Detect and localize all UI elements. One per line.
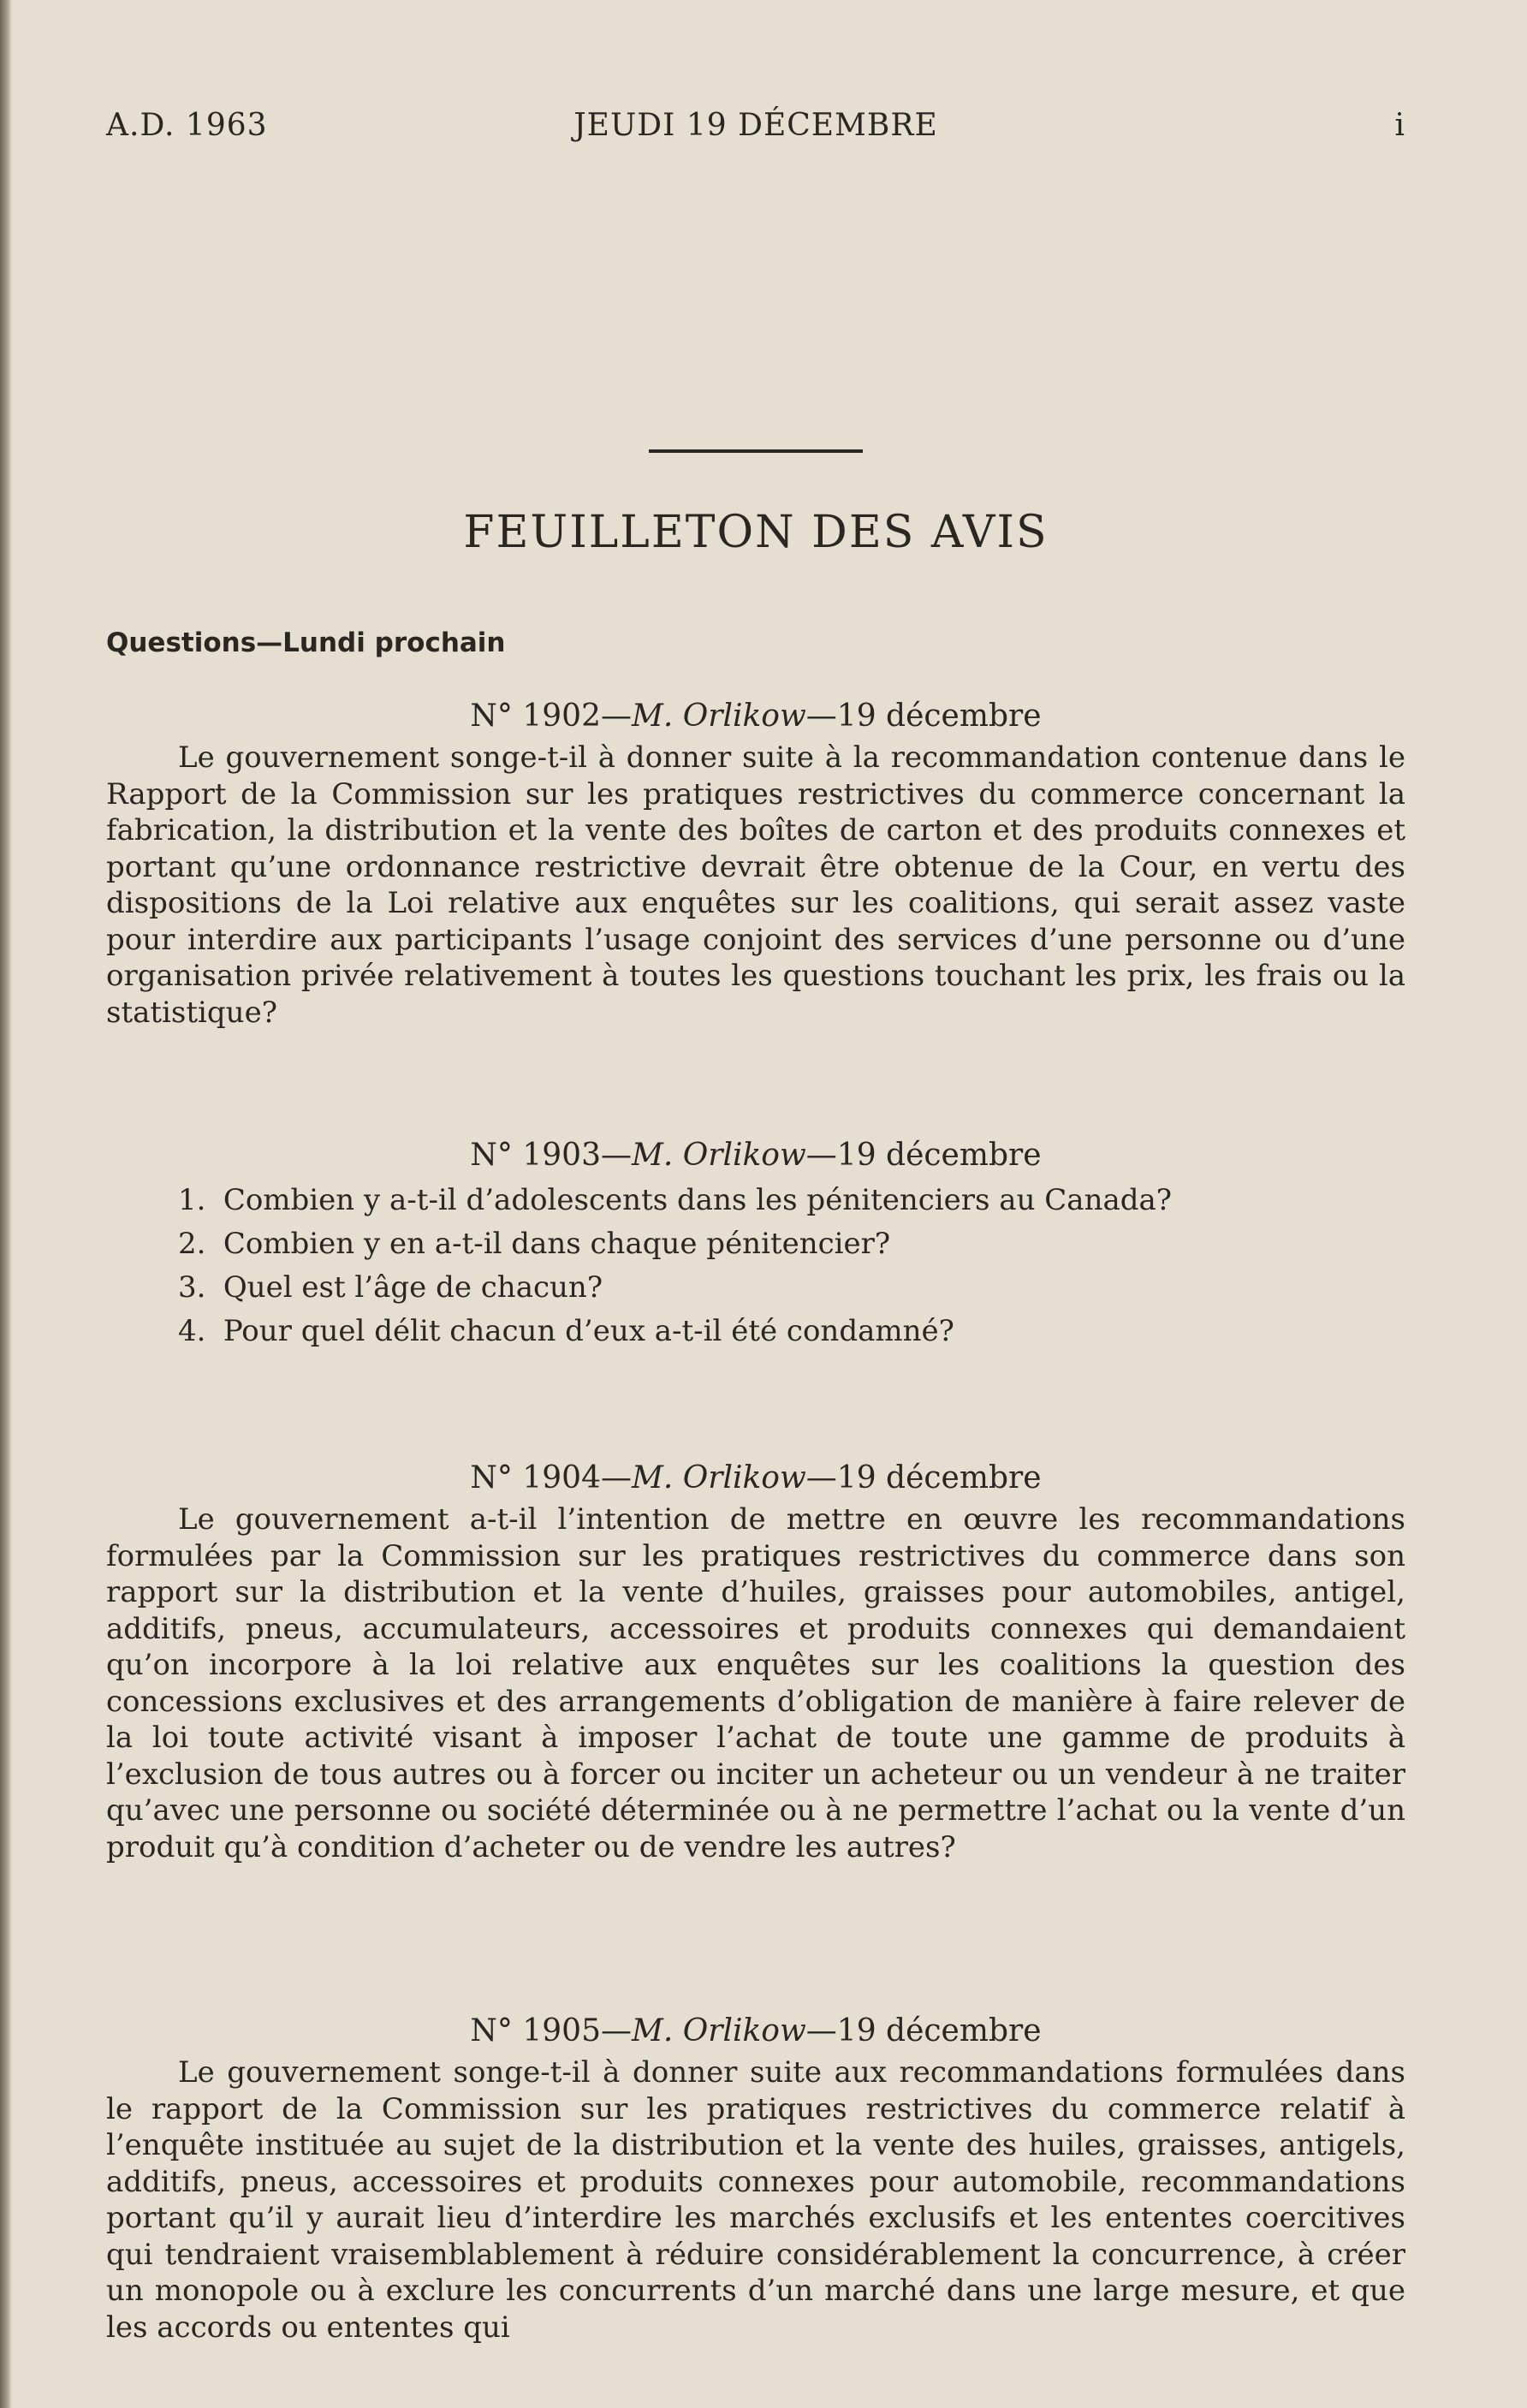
question-1905 <box>106 2013 1405 2346</box>
question-author: M. Orlikow <box>631 699 806 734</box>
header-page-number: i <box>1394 108 1405 143</box>
header-date: JEUDI 19 DÉCEMBRE <box>573 108 938 143</box>
question-author: M. Orlikow <box>631 1138 806 1173</box>
question-body: Le gouvernement songe-t-il à donner suite à la recommandation contenue dans le Rapport de la Commission sur les pratiques restrictives du commerce concernant la fabrication, la distribution et la vente des boîtes de carton et des produits connexes et portant qu’une ordonnance restrictive devrait être obtenue de la Cour, en vertu des dispositions de la Loi relative aux enquêtes sur les coalitions, qui serait assez vaste pour interdire aux participants l’usage conjoint des services d’une personne ou d’une organisation privée relativement à toutes les questions touchant les prix, les frais ou la statistique? <box>106 740 1405 1030</box>
list-item <box>106 1266 1405 1310</box>
list-item <box>106 1222 1405 1266</box>
question-date: —19 décembre <box>805 2013 1042 2048</box>
question-heading <box>106 2013 1405 2049</box>
item-number: 1. <box>178 1183 206 1217</box>
page-binding-edge <box>0 0 12 2408</box>
list-item <box>106 1179 1405 1222</box>
running-head <box>106 103 1405 154</box>
item-text: Pour quel délit chacun d’eux a-t-il été condamné? <box>223 1314 954 1348</box>
question-body: Le gouvernement a-t-il l’intention de mettre en œuvre les recommandations formulées par la Commission sur les pratiques restrictives du commerce dans son rapport sur la distribution et la vente d’huiles, graisses pour automobiles, antigel, additifs, pneus, accumulateurs, accessoires et produits connexes qui demandaient qu’on incorpore à la loi relative aux enquêtes sur les coalitions la question des concessions exclusives et des arrangements d’obligation de manière à faire relever de la loi toute activité visant à imposer l’achat de toute une gamme de produits à l’exclusion de tous autres ou à forcer ou inciter un acheteur ou un vendeur à ne traiter qu’avec une personne ou société déterminée ou à ne permettre l’achat ou la vente d’un produit qu’à condition d’acheter ou de vendre les autres? <box>106 1502 1405 1864</box>
title-divider <box>649 449 863 453</box>
question-items <box>106 1179 1405 1353</box>
question-date: —19 décembre <box>805 1460 1042 1495</box>
question-number: N° 1903— <box>470 1138 632 1173</box>
question-number: N° 1904— <box>470 1460 632 1495</box>
question-author: M. Orlikow <box>631 1460 806 1495</box>
question-number: N° 1905— <box>470 2013 632 2048</box>
document-page <box>106 103 1405 2345</box>
list-item <box>106 1310 1405 1353</box>
item-text: Combien y en a-t-il dans chaque pénitencier? <box>223 1227 891 1261</box>
question-heading <box>106 698 1405 734</box>
header-year: A.D. 1963 <box>106 108 268 143</box>
page-title: FEUILLETON DES AVIS <box>463 507 1049 558</box>
item-number: 3. <box>178 1270 206 1305</box>
question-date: —19 décembre <box>805 699 1042 734</box>
item-number: 4. <box>178 1314 206 1348</box>
question-heading <box>106 1137 1405 1174</box>
question-heading <box>106 1460 1405 1496</box>
question-date: —19 décembre <box>805 1138 1042 1173</box>
item-text: Combien y a-t-il d’adolescents dans les pénitenciers au Canada? <box>223 1183 1172 1217</box>
question-1903 <box>106 1137 1405 1353</box>
item-number: 2. <box>178 1227 206 1261</box>
question-1902 <box>106 698 1405 1031</box>
question-1904 <box>106 1460 1405 1865</box>
question-number: N° 1902— <box>470 699 632 734</box>
question-body: Le gouvernement songe-t-il à donner suite aux recommandations formulées dans le rapport de la Commission sur les pratiques restrictives du commerce relatif à l’enquête instituée au sujet de la distribution et la vente des huiles, graisses, antigels, additifs, pneus, accessoires et produits connexes pour automobile, recommandations portant qu’il y aurait lieu d’interdire les marchés exclusifs et les ententes coercitives qui tendraient vraisemblablement à réduire considérablement la concurrence, à créer un monopole ou à exclure les concurrents d’un marché dans une large mesure, et que les accords ou ententes qui <box>106 2055 1405 2345</box>
section-heading: Questions—Lundi prochain <box>106 627 506 658</box>
item-text: Quel est l’âge de chacun? <box>223 1270 603 1305</box>
question-author: M. Orlikow <box>631 2013 806 2048</box>
